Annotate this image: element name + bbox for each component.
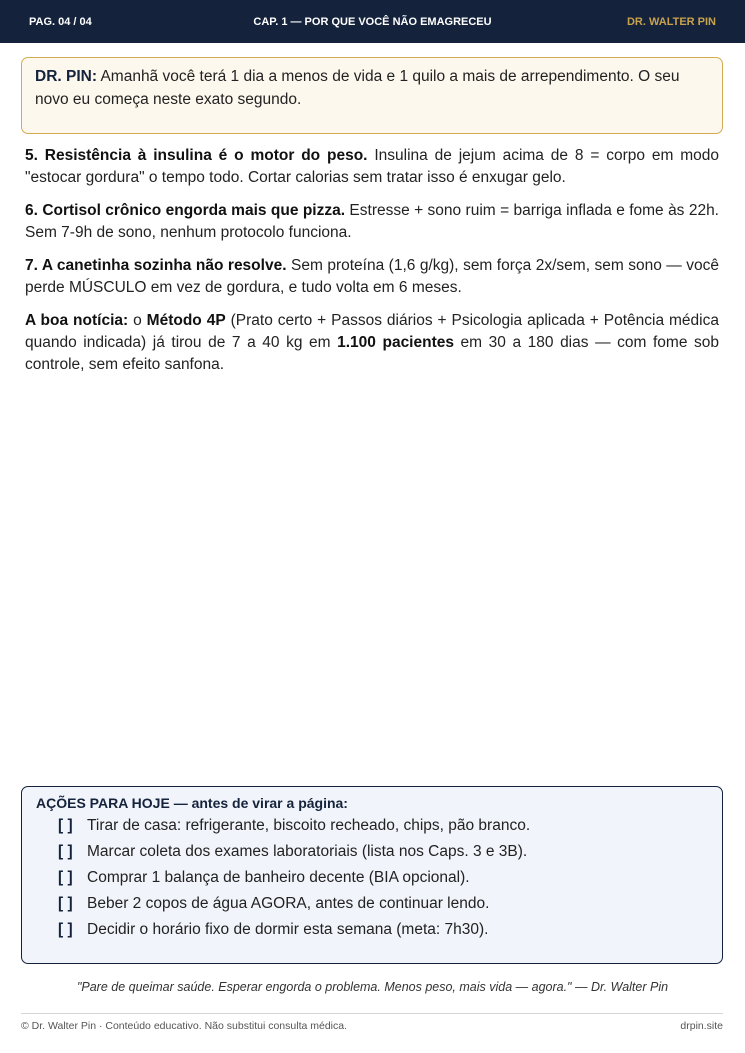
footer-disclaimer: © Dr. Walter Pin · Conteúdo educativo. Não substitui consulta médica.: [21, 1020, 348, 1032]
point-heading: 6. Cortisol crônico engorda mais que pizza.: [25, 202, 346, 219]
checklist-item: [36, 917, 708, 943]
method-name: Método 4P: [146, 312, 226, 329]
page-header: [0, 0, 745, 43]
point-6: [25, 200, 719, 244]
footer-site-link[interactable]: drpin.site: [680, 1020, 723, 1032]
good-news-text: em 30 a 180 dias — com fome sob controle, sem efeito sanfona.: [25, 334, 719, 373]
checklist-item-text: Tirar de casa: refrigerante, biscoito recheado, chips, pão branco.: [87, 817, 531, 834]
checklist-item: [36, 891, 708, 917]
good-news-text: o: [128, 312, 147, 329]
point-heading: 7. A canetinha sozinha não resolve.: [25, 257, 287, 274]
main-content: [25, 145, 719, 387]
checkbox-icon[interactable]: [ ]: [58, 869, 73, 886]
good-news-lead: A boa notícia:: [25, 312, 129, 329]
page-number: PAG. 04 / 04: [29, 16, 92, 28]
checklist-heading: AÇÕES PARA HOJE — antes de virar a página:: [36, 795, 348, 811]
patient-count: 1.100 pacientes: [337, 334, 454, 351]
checklist-item: [36, 813, 708, 839]
checklist-item-text: Marcar coleta dos exames laboratoriais (lista nos Caps. 3 e 3B).: [87, 843, 528, 860]
checklist-item: [36, 839, 708, 865]
checklist-item-text: Beber 2 copos de água AGORA, antes de continuar lendo.: [87, 895, 490, 912]
point-text: Sem proteína (1,6 g/kg), sem força 2x/sem, sem sono — você perde MÚSCULO em vez de gordura, e tudo volta em 6 meses.: [25, 257, 719, 296]
footer-divider: [21, 1013, 723, 1014]
point-heading: 5. Resistência à insulina é o motor do peso.: [25, 147, 368, 164]
callout-text: Amanhã você terá 1 dia a menos de vida e 1 quilo a mais de arrependimento. O seu novo eu começa neste exato segundo.: [35, 68, 680, 108]
checklist-item-text: Comprar 1 balança de banheiro decente (BIA opcional).: [87, 869, 470, 886]
callout-speaker: DR. PIN:: [35, 68, 97, 85]
good-news-text: (Prato certo + Passos diários + Psicologia aplicada + Potência médica quando indicada) já tirou de 7 a 40 kg em: [25, 312, 719, 351]
action-checklist: [21, 786, 723, 964]
checklist-item: [36, 865, 708, 891]
point-7: [25, 255, 719, 299]
checkbox-icon[interactable]: [ ]: [58, 895, 73, 912]
checklist-items: [36, 813, 708, 943]
good-news-paragraph: [25, 310, 719, 376]
point-5: [25, 145, 719, 189]
author-name: DR. WALTER PIN: [626, 16, 716, 28]
closing-quote: "Pare de queimar saúde. Esperar engorda o problema. Menos peso, mais vida — agora." — Dr. Walter Pin: [76, 980, 669, 994]
doctor-callout: [21, 57, 723, 134]
checklist-item-text: Decidir o horário fixo de dormir esta semana (meta: 7h30).: [87, 921, 489, 938]
checkbox-icon[interactable]: [ ]: [58, 817, 73, 834]
point-text: Estresse + sono ruim = barriga inflada e fome às 22h. Sem 7-9h de sono, nenhum protocolo funciona.: [25, 202, 719, 241]
point-text: Insulina de jejum acima de 8 = corpo em modo "estocar gordura" o tempo todo. Cortar calorias sem tratar isso é enxugar gelo.: [25, 147, 720, 186]
checkbox-icon[interactable]: [ ]: [58, 921, 73, 938]
checkbox-icon[interactable]: [ ]: [58, 843, 73, 860]
chapter-title: CAP. 1 — POR QUE VOCÊ NÃO EMAGRECEU: [253, 16, 492, 28]
